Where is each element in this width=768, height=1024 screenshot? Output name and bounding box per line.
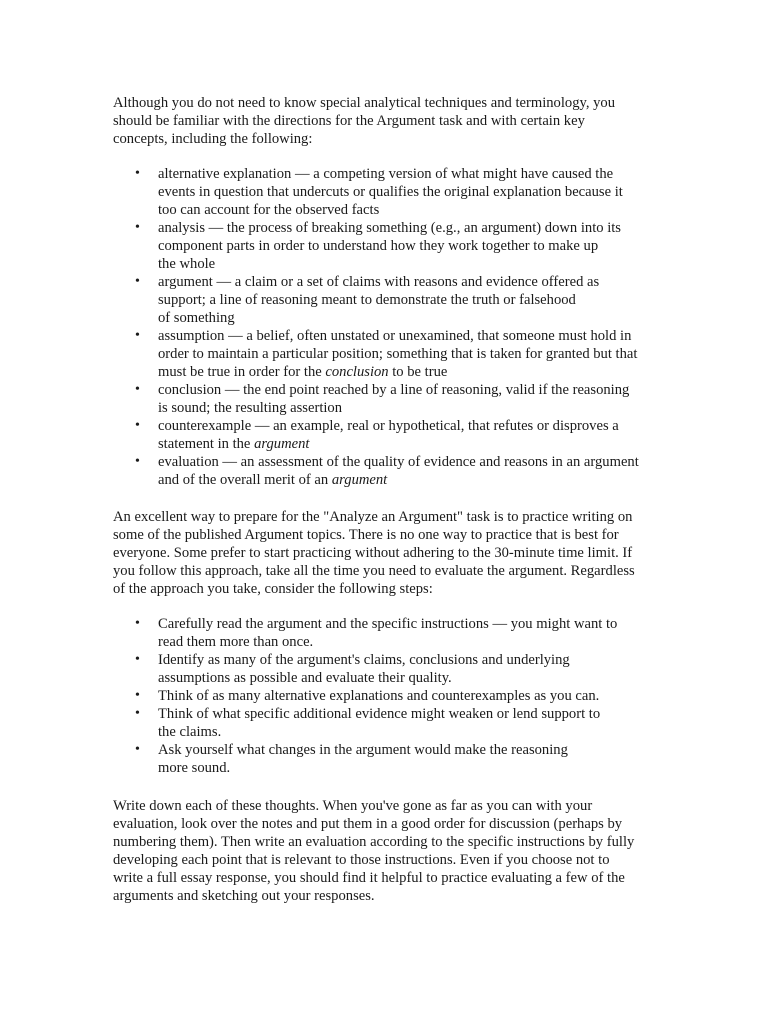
- list-item-text-after: to be true: [388, 364, 448, 380]
- list-item-text: assumption — a belief, often unstated or unexamined, that someone must hold in order to maintain a particular position; something that is taken for granted but that must be true in order for the: [158, 328, 638, 380]
- list-item: • Think of as many alternative explanations and counterexamples as you can.: [113, 687, 673, 705]
- list-item: • Ask yourself what changes in the argument would make the reasoning more sound.: [113, 741, 673, 777]
- list-item-emphasis: conclusion: [325, 364, 389, 380]
- list-item: [113, 219, 673, 273]
- list-item: • Carefully read the argument and the specific instructions — you might want to read them more than once.: [113, 615, 673, 651]
- list-item-emphasis: argument: [254, 436, 310, 452]
- list-item-text: alternative explanation — a competing version of what might have caused the events in question that undercuts or qualifies the original explanation because it too can account for the observed facts: [158, 166, 623, 218]
- list-item-text: evaluation — an assessment of the quality of evidence and reasons in an argument and of the overall merit of an: [158, 454, 639, 488]
- list-item: • Identify as many of the argument's claims, conclusions and underlying assumptions as possible and evaluate their quality.: [113, 651, 673, 687]
- list-item-text: counterexample — an example, real or hypothetical, that refutes or disproves a statement in the: [158, 418, 619, 452]
- list-item: [113, 273, 673, 327]
- intro-paragraph: Although you do not need to know special analytical techniques and terminology, you should be familiar with the directions for the Argument task and with certain key concepts, including the following:: [113, 95, 616, 147]
- list-item-emphasis: argument: [331, 472, 388, 488]
- list-item: [113, 417, 673, 453]
- list-item-text: conclusion — the end point reached by a line of reasoning, valid if the reasoning is sound; the resulting assertion: [158, 382, 630, 416]
- key-concepts-list: [113, 165, 673, 489]
- list-item: • Think of what specific additional evidence might weaken or lend support to the claims.: [113, 705, 673, 741]
- practice-steps-list: [113, 615, 673, 777]
- list-item: [113, 165, 673, 219]
- list-item: [113, 381, 673, 417]
- list-item: [113, 453, 673, 489]
- list-item-text: argument — a claim or a set of claims with reasons and evidence offered as support; a line of reasoning meant to demonstrate the truth or falsehood of something: [158, 274, 600, 326]
- closing-paragraph: Write down each of these thoughts. When you've gone as far as you can with your evaluation, look over the notes and put them in a good order for discussion (perhaps by numbering them). Then write an evaluation according to the specific instructions by fully developing each point that is relevant to those instructions. Even if you choose not to write a full essay response, you should find it helpful to practice evaluating a few of the arguments and sketching out your responses.: [113, 798, 635, 904]
- list-item: [113, 327, 673, 381]
- list-item-text: analysis — the process of breaking something (e.g., an argument) down into its component parts in order to understand how they work together to make up the whole: [158, 220, 621, 272]
- practice-paragraph: An excellent way to prepare for the "Analyze an Argument" task is to practice writing on some of the published Argument topics. There is no one way to practice that is best for everyone. Some prefer to start practicing without adhering to the 30-minute time limit. If you follow this approach, take all the time you need to evaluate the argument. Regardless of the approach you take, consider the following steps:: [113, 509, 635, 597]
